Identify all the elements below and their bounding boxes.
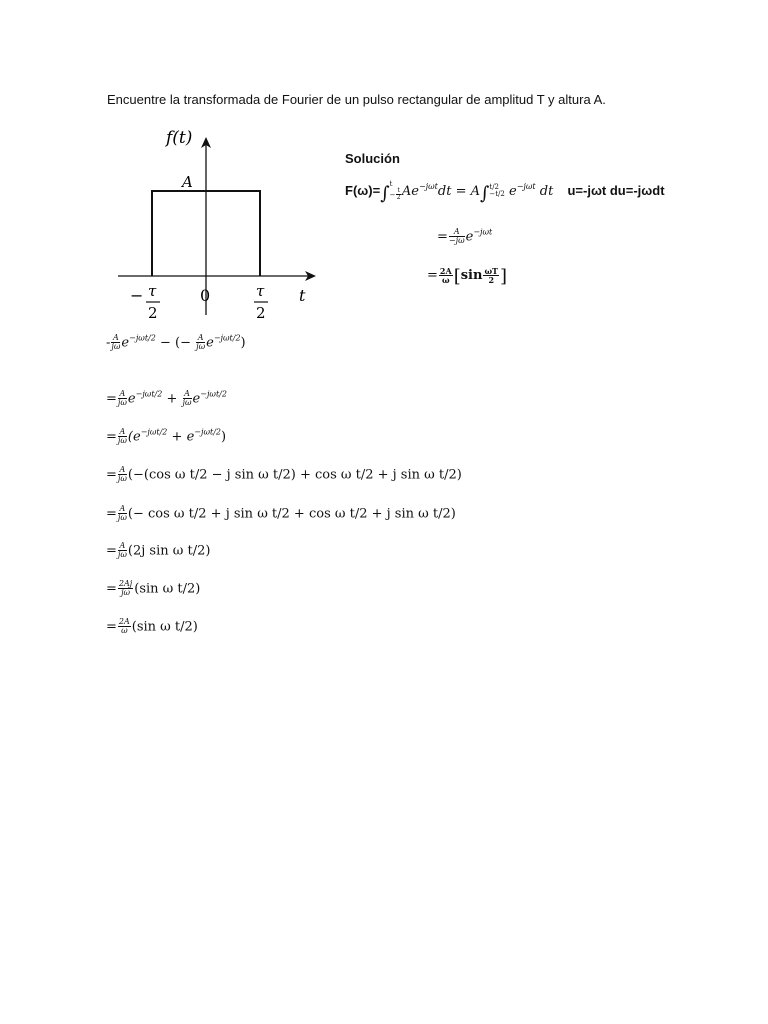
integral-sign: ∫ xyxy=(380,182,390,204)
left-tick-tau: τ xyxy=(148,282,157,300)
derivation-line-1: - $\frac{A}{j\omega}$ $e^{-j\omega t/2}$ − (− $\frac{A}{j\omega}$ $e^{-j\omega t/2}$) xyxy=(106,333,246,352)
x-axis-label: t xyxy=(299,286,306,305)
derivation-line-4: = $\frac{A}{j\omega}$ (−(cos ω t/2 − j sin ω t/2) + cos ω t/2 + j sin ω t/2) xyxy=(106,465,462,484)
result-line-2: = $\frac{A}{-j\omega}$ $e^{-j\omega t}$ xyxy=(437,227,493,246)
solution-heading: Solución xyxy=(345,151,400,166)
pulse-height-label: A xyxy=(182,173,193,191)
left-tick-two: 2 xyxy=(148,304,158,322)
derivation-line-3: = $\frac{A}{j\omega}$ $(e^{-j\omega t/2} + e^{-j\omega t/2})$ xyxy=(106,427,227,446)
derivation-line-8: = $\frac{2A}{\omega}$ (sin ω t/2) xyxy=(106,617,198,636)
problem-statement: Encuentre la transformada de Fourier de un pulso rectangular de amplitud T y altura A. xyxy=(107,92,606,107)
derivation-line-5: = $\frac{A}{j\omega}$ (− cos ω t/2 + j sin ω t/2 + cos ω t/2 + j sin ω t/2) xyxy=(106,504,456,523)
right-tick-tau: τ xyxy=(256,282,265,300)
result-line-3: = $\frac{2A}{\omega}$ [sin $\frac{\omega T}{2}$ ] xyxy=(427,265,508,287)
integral-sign-2: ∫ xyxy=(479,182,490,204)
derivation-line-2: = $\frac{A}{j\omega}$ $e^{-j\omega t/2}$ + $\frac{A}{j\omega}$ $e^{-j\omega t/2}$ xyxy=(106,389,227,408)
left-tick-sign: − xyxy=(130,286,144,305)
fourier-integral-equation: F(ω)=∫ t − $\frac{t}{2}$ $Ae^{-j\omega t}dt = A\int$ t/2 −t/2 $e^{-j\omega t}$ dt u=-jωt du=-jωdt xyxy=(345,180,665,204)
right-tick-two: 2 xyxy=(256,304,266,322)
substitution-note: u=-jωt du=-jωdt xyxy=(567,182,665,198)
integral-limits: t − $\frac{t}{2}$ xyxy=(389,180,401,202)
y-axis-label: f(t) xyxy=(166,128,193,148)
derivation-line-7: = $\frac{2Aj}{j\omega}$ (sin ω t/2) xyxy=(106,579,201,598)
rect-pulse-graph xyxy=(110,115,325,330)
derivation-line-6: = $\frac{A}{j\omega}$ (2j sin ω t/2) xyxy=(106,541,211,560)
integral-limits-2: t/2 −t/2 xyxy=(489,183,505,199)
origin-label: 0 xyxy=(200,286,211,305)
